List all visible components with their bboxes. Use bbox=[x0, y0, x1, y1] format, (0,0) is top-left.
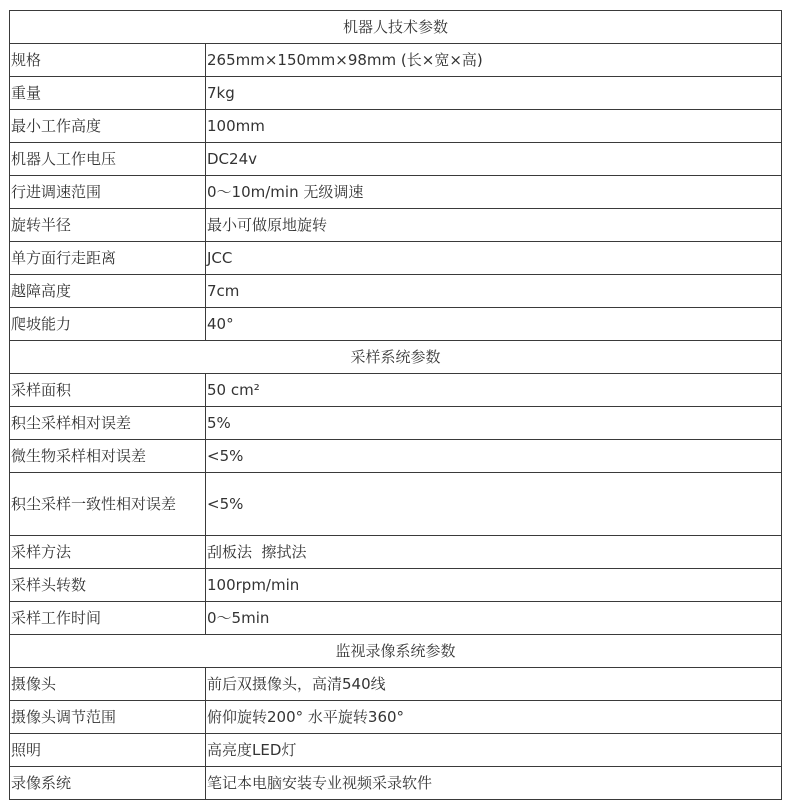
table-row bbox=[10, 176, 782, 209]
param-label: 积尘采样相对误差 bbox=[10, 407, 206, 440]
table-row bbox=[10, 374, 782, 407]
table-row bbox=[10, 734, 782, 767]
table-row bbox=[10, 536, 782, 569]
param-value: 俯仰旋转200° 水平旋转360° bbox=[206, 701, 782, 734]
param-value: 100rpm/min bbox=[206, 569, 782, 602]
param-value: <5% bbox=[206, 473, 782, 536]
param-value: 40° bbox=[206, 308, 782, 341]
table-row bbox=[10, 77, 782, 110]
param-label: 采样方法 bbox=[10, 536, 206, 569]
section-header-robot bbox=[10, 11, 782, 44]
param-label: 爬坡能力 bbox=[10, 308, 206, 341]
param-value: DC24v bbox=[206, 143, 782, 176]
table-row bbox=[10, 209, 782, 242]
param-value: 50 cm² bbox=[206, 374, 782, 407]
section-title: 机器人技术参数 bbox=[10, 11, 782, 44]
param-value: 265mm×150mm×98mm (长×宽×高) bbox=[206, 44, 782, 77]
param-value: 0～10m/min 无级调速 bbox=[206, 176, 782, 209]
param-value: 5% bbox=[206, 407, 782, 440]
param-label: 最小工作高度 bbox=[10, 110, 206, 143]
table-row bbox=[10, 242, 782, 275]
param-label: 照明 bbox=[10, 734, 206, 767]
param-label: 机器人工作电压 bbox=[10, 143, 206, 176]
param-label: 采样头转数 bbox=[10, 569, 206, 602]
param-value: 100mm bbox=[206, 110, 782, 143]
table-row bbox=[10, 668, 782, 701]
section-title: 监视录像系统参数 bbox=[10, 635, 782, 668]
param-value: 0～5min bbox=[206, 602, 782, 635]
section-title: 采样系统参数 bbox=[10, 341, 782, 374]
param-value: <5% bbox=[206, 440, 782, 473]
param-label: 单方面行走距离 bbox=[10, 242, 206, 275]
param-label: 采样工作时间 bbox=[10, 602, 206, 635]
param-value: 高亮度LED灯 bbox=[206, 734, 782, 767]
table-row bbox=[10, 569, 782, 602]
param-label: 录像系统 bbox=[10, 767, 206, 800]
param-value: 7kg bbox=[206, 77, 782, 110]
param-value: 7cm bbox=[206, 275, 782, 308]
table-row bbox=[10, 602, 782, 635]
table-row bbox=[10, 440, 782, 473]
param-label: 采样面积 bbox=[10, 374, 206, 407]
spec-table bbox=[9, 10, 782, 800]
param-label: 规格 bbox=[10, 44, 206, 77]
section-header-sampling bbox=[10, 341, 782, 374]
param-label: 越障高度 bbox=[10, 275, 206, 308]
param-label: 摄像头 bbox=[10, 668, 206, 701]
table-row bbox=[10, 407, 782, 440]
table-row bbox=[10, 308, 782, 341]
table-row bbox=[10, 110, 782, 143]
param-value: 刮板法 擦拭法 bbox=[206, 536, 782, 569]
table-row bbox=[10, 44, 782, 77]
param-value: 最小可做原地旋转 bbox=[206, 209, 782, 242]
section-header-monitoring bbox=[10, 635, 782, 668]
param-value: JCC bbox=[206, 242, 782, 275]
param-label: 摄像头调节范围 bbox=[10, 701, 206, 734]
table-row bbox=[10, 473, 782, 536]
param-label: 积尘采样一致性相对误差 bbox=[10, 473, 206, 536]
param-label: 行进调速范围 bbox=[10, 176, 206, 209]
param-label: 微生物采样相对误差 bbox=[10, 440, 206, 473]
table-row bbox=[10, 701, 782, 734]
table-row bbox=[10, 275, 782, 308]
table-row bbox=[10, 143, 782, 176]
param-label: 旋转半径 bbox=[10, 209, 206, 242]
param-value: 前后双摄像头，高清540线 bbox=[206, 668, 782, 701]
param-label: 重量 bbox=[10, 77, 206, 110]
param-value: 笔记本电脑安装专业视频采录软件 bbox=[206, 767, 782, 800]
